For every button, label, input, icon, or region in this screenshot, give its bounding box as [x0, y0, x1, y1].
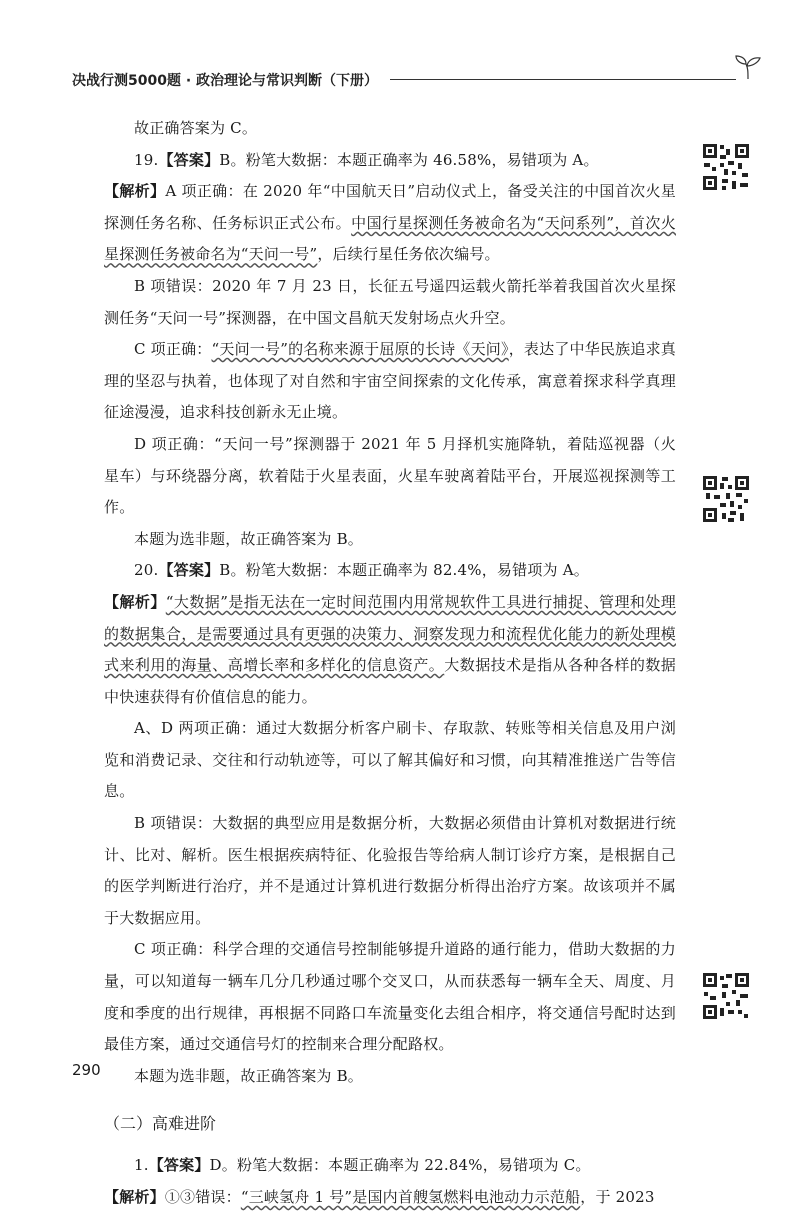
question-number: 20.	[134, 561, 159, 580]
paragraph: C 项正确：科学合理的交通信号控制能够提升道路的通行能力，借助大数据的力量，可以知道每一辆车几分几秒通过哪个交叉口，从而获悉每一辆车全天、周度、月度和季度的出行规律，再根据不同路口车流量变化去组合相序，将交通信号配时达到最佳方案，通过交通信号灯的控制来合理分配路权。	[104, 940, 676, 1054]
paragraph: B 项错误：大数据的典型应用是数据分析，大数据必须借由计算机对数据进行统计、比对、解析。医生根据疾病特征、化验报告等给病人制订诊疗方案，是根据自己的医学判断进行治疗，并不是通过计算机进行数据分析得出治疗方案。故该项并不属于大数据应用。	[104, 814, 676, 927]
header-rule	[390, 79, 736, 80]
analysis-text: ，后续行星任务依次编号。	[317, 245, 500, 264]
analysis-tag: 【解析】	[104, 1188, 165, 1206]
answer-text: B。粉笔大数据：本题正确率为 82.4%，易错项为 A。	[219, 561, 589, 580]
paragraph: 本题为选非题，故正确答案为 B。	[134, 1066, 363, 1085]
analysis-text: ，于 2023	[580, 1188, 655, 1206]
page-header	[72, 70, 762, 92]
analysis-tag: 【解析】	[104, 592, 166, 611]
paragraph: 本题为选非题，故正确答案为 B。	[134, 529, 363, 548]
analysis-text: A 项正确：在 2020 年“中国航天日”启动仪式上，备受关注的中国首次火星探测任务名称、任务标识正式公布。	[104, 182, 676, 232]
underlined-text: 中国行星探测任务被命名为“天问系列”，首次火星探测任务被命名为“天问一号”	[104, 213, 676, 264]
question-number: 1.	[134, 1156, 149, 1175]
book-title: 决战行测5000题 · 政治理论与常识判断（下册）	[72, 73, 379, 89]
analysis-text: ①③错误：	[164, 1188, 241, 1206]
paragraph-text: ，表达了中华民族追求真理的坚忍与执着，也体现了对自然和宇宙空间探索的文化传承，寓意着探求科学真理征途漫漫，追求科技创新永无止境。	[104, 340, 677, 422]
section-title: （二）高难进阶	[104, 1114, 217, 1134]
paragraph: 故正确答案为 C。	[134, 119, 258, 137]
analysis-tag: 【解析】	[104, 182, 166, 201]
answer-text: D。粉笔大数据：本题正确率为 22.84%，易错项为 C。	[209, 1156, 591, 1175]
underlined-text: “大数据”是指无法在一定时间范围内用常规软件工具进行捕捉、管理和处理的数据集合，是需要通过具有更强的决策力、洞察发现力和流程优化能力的新处理模式来利用的海量、高增长率和多样化的信息资产。	[104, 592, 676, 675]
answer-line-19	[104, 145, 676, 177]
qr-code-icon[interactable]	[702, 972, 750, 1020]
paragraph	[104, 334, 676, 429]
paragraph-text: C 项正确：	[134, 340, 212, 359]
answer-line-1	[104, 1150, 676, 1182]
answer-line-20	[104, 555, 676, 587]
underlined-text: “三峡氢舟 1 号”是国内首艘氢燃料电池动力示范船	[240, 1188, 581, 1206]
answer-tag: 【答案】	[158, 150, 220, 169]
page-number: 290	[72, 1061, 101, 1079]
paragraph: A、D 两项正确：通过大数据分析客户刷卡、存取款、转账等相关信息及用户浏览和消费记录、交往和行动轨迹等，可以了解其偏好和习惯，向其精准推送广告等信息。	[104, 719, 676, 801]
question-number: 19.	[134, 150, 159, 169]
qr-code-icon[interactable]	[702, 475, 750, 523]
analysis-paragraph	[104, 587, 676, 713]
sprout-icon	[734, 54, 762, 80]
analysis-text: 大数据技术是指从各种各样的数据中快速获得有价值信息的能力。	[104, 656, 676, 706]
answer-text: B。粉笔大数据：本题正确率为 46.58%，易错项为 A。	[219, 150, 599, 169]
qr-code-icon[interactable]	[702, 143, 750, 191]
underlined-text: “天问一号”的名称来源于屈原的长诗《天问》	[211, 340, 509, 359]
analysis-paragraph	[104, 1182, 676, 1214]
answer-content	[104, 113, 676, 1214]
answer-tag: 【答案】	[148, 1156, 210, 1175]
answer-tag: 【答案】	[158, 561, 220, 580]
analysis-paragraph	[104, 176, 676, 271]
paragraph: B 项错误：2020 年 7 月 23 日，长征五号遥四运载火箭托举着我国首次火星探测任务“天问一号”探测器，在中国文昌航天发射场点火升空。	[104, 276, 676, 327]
paragraph: D 项正确：“天问一号”探测器于 2021 年 5 月择机实施降轨，着陆巡视器（火星车）与环绕器分离，软着陆于火星表面，火星车驶离着陆平台，开展巡视探测等工作。	[104, 434, 676, 517]
